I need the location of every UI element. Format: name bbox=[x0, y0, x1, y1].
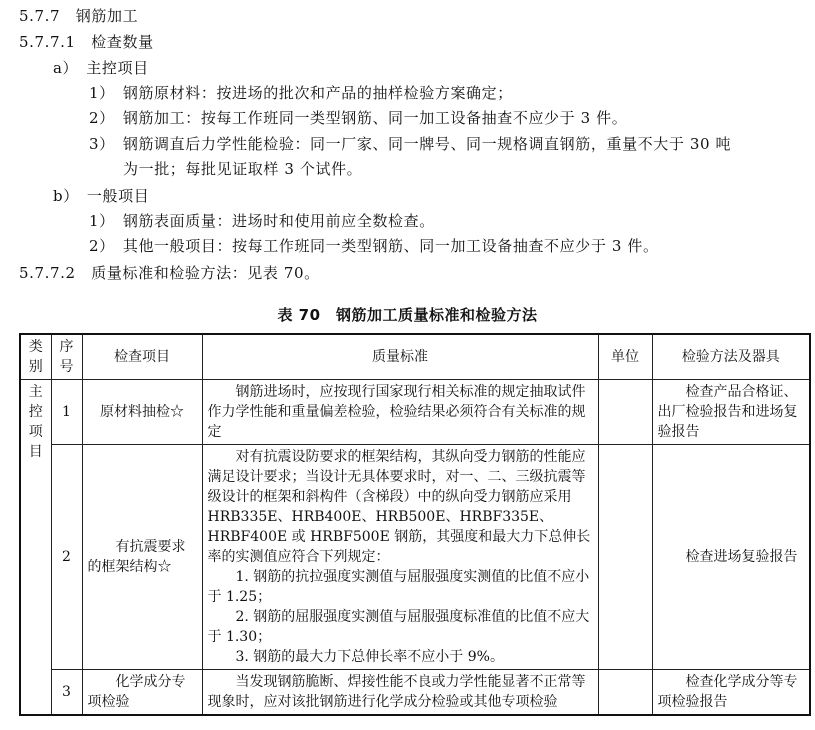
list-label: b） bbox=[53, 187, 72, 205]
unit-cell bbox=[598, 670, 652, 716]
standard-paragraph: 对有抗震设防要求的框架结构，其纵向受力钢筋的性能应满足设计要求；当设计无具体要求时，对一、二、三级抗震等级设计的框架和斜构件（含梯段）中的纵向受力钢筋应采用 HRB335E、HRB400E、HRB500E、HRBF335E、HRBF400E 或 HRBF500E 钢筋，其强度和最大力下总伸长率的实测值应符合下列规定： bbox=[207, 449, 591, 565]
header-seq: 序号 bbox=[51, 334, 82, 380]
list-item bbox=[89, 83, 513, 103]
standard-cell: 钢筋进场时，应按现行国家现行相关标准的规定抽取试件作力学性能和重量偏差检验，检验结果必须符合有关标准的规定 bbox=[202, 380, 598, 445]
header-category: 类别 bbox=[20, 334, 51, 380]
method-cell: 检查产品合格证、出厂检验报告和进场复验报告 bbox=[652, 380, 810, 445]
section-number: 5.7.7 bbox=[19, 7, 61, 25]
header-item: 检查项目 bbox=[82, 334, 202, 380]
item-cell: 原材料抽检☆ bbox=[82, 380, 202, 445]
standard-point: 3. 钢筋的最大力下总伸长率不应小于 9%。 bbox=[235, 649, 504, 665]
method-cell: 检查化学成分等专项检验报告 bbox=[652, 670, 810, 716]
header-method: 检验方法及器具 bbox=[652, 334, 810, 380]
item-number: 1） bbox=[89, 212, 108, 230]
unit-cell bbox=[598, 380, 652, 445]
subsection-title: 检查数量 bbox=[91, 33, 154, 51]
item-cell: 有抗震要求的框架结构☆ bbox=[82, 445, 202, 670]
subsection-heading bbox=[19, 32, 154, 52]
section-heading bbox=[19, 6, 138, 26]
unit-cell bbox=[598, 445, 652, 670]
item-number: 1） bbox=[89, 84, 108, 102]
list-item-continuation: 为一批；每批见证取样 3 个试件。 bbox=[123, 160, 363, 178]
list-title: 一般项目 bbox=[86, 187, 150, 205]
standard-point: 2. 钢筋的屈服强度实测值与屈服强度标准值的比值不应大于 1.30； bbox=[207, 609, 590, 645]
table-caption: 表 70 钢筋加工质量标准和检验方法 bbox=[277, 306, 538, 324]
table-header-row bbox=[20, 334, 810, 380]
list-item bbox=[89, 236, 659, 256]
subsection-number: 5.7.7.2 bbox=[19, 264, 76, 282]
list-label: a） bbox=[53, 59, 71, 77]
subsection-number: 5.7.7.1 bbox=[19, 33, 76, 51]
standard-cell: 当发现钢筋脆断、焊接性能不良或力学性能显著不正常等现象时，应对该批钢筋进行化学成分检验或其他专项检验 bbox=[202, 670, 598, 716]
item-text: 其他一般项目：按每工作班同一类型钢筋、同一加工设备抽查不应少于 3 件。 bbox=[122, 237, 659, 255]
seq-cell: 1 bbox=[51, 380, 82, 445]
standard-point: 1. 钢筋的抗拉强度实测值与屈服强度实测值的比值不应小于 1.25； bbox=[207, 569, 590, 605]
seq-cell: 3 bbox=[51, 670, 82, 716]
list-item bbox=[89, 134, 731, 154]
category-cell: 主控项目 bbox=[20, 380, 51, 716]
item-cell: 化学成分专项检验 bbox=[82, 670, 202, 716]
item-number: 2） bbox=[89, 237, 108, 255]
table-row bbox=[20, 670, 810, 716]
header-unit: 单位 bbox=[598, 334, 652, 380]
item-number: 3） bbox=[89, 135, 108, 153]
item-text: 钢筋原材料：按进场的批次和产品的抽样检验方案确定； bbox=[122, 84, 513, 102]
list-item bbox=[89, 211, 435, 231]
header-standard: 质量标准 bbox=[202, 334, 598, 380]
subsection-heading-2 bbox=[19, 263, 320, 283]
section-title: 钢筋加工 bbox=[75, 7, 139, 25]
list-heading-b bbox=[53, 186, 149, 206]
item-text: 钢筋加工：按每工作班同一类型钢筋、同一加工设备抽查不应少于 3 件。 bbox=[122, 109, 628, 127]
list-item bbox=[89, 108, 627, 128]
quality-standard-table bbox=[19, 333, 811, 716]
standard-cell bbox=[202, 445, 598, 670]
method-cell: 检查进场复验报告 bbox=[652, 445, 810, 670]
item-number: 2） bbox=[89, 109, 108, 127]
list-heading-a bbox=[53, 58, 149, 78]
subsection-text: 质量标准和检验方法：见表 70。 bbox=[91, 264, 320, 282]
item-text: 钢筋调直后力学性能检验：同一厂家、同一牌号、同一规格调直钢筋，重量不大于 30 吨 bbox=[122, 135, 732, 153]
table-row bbox=[20, 445, 810, 670]
table-row bbox=[20, 380, 810, 445]
list-title: 主控项目 bbox=[86, 59, 149, 77]
seq-cell: 2 bbox=[51, 445, 82, 670]
item-text: 钢筋表面质量：进场时和使用前应全数检查。 bbox=[122, 212, 435, 230]
